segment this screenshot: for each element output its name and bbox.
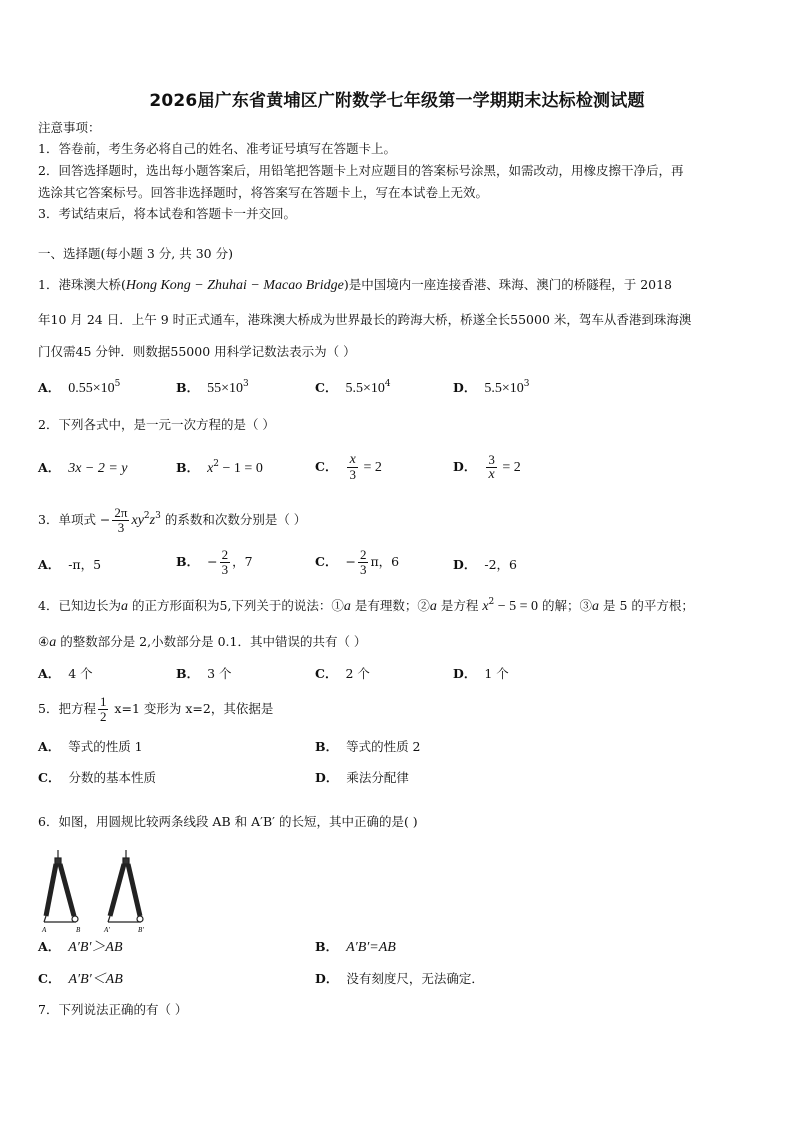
notice-item-3: 3．考试结束后，将本试卷和答题卡一并交回。 bbox=[38, 206, 296, 221]
q2-c-fraction: $\frac{x}{3}$ bbox=[349, 452, 356, 482]
question-1-line-3: 门仅需45 分钟．则数据55000 用科学记数法表示为（ ） bbox=[38, 344, 356, 359]
q2-option-b: B． $x^2 - 1 = 0$ bbox=[176, 459, 263, 476]
fig-label-b-prime: B′ bbox=[138, 926, 144, 934]
q2-option-a: A． 3x − 2 = y bbox=[38, 460, 128, 476]
question-4-line-2: ④a 的整数部分是 2,小数部分是 0.1．其中错误的共有（ ） bbox=[38, 634, 367, 650]
compass-left-icon bbox=[44, 850, 78, 922]
q5-option-b: B． 等式的性质 2 bbox=[315, 739, 421, 754]
q5-fraction: $\frac{1}{2}$ bbox=[99, 694, 107, 724]
q2-option-c: C． $\frac{x}{3}$ = 2 bbox=[315, 452, 382, 482]
notice-heading: 注意事项： bbox=[38, 120, 101, 135]
q1-option-d: D． $5.5\times 10^3$ bbox=[453, 379, 530, 396]
q1-option-b: B． $55\times 10^3$ bbox=[176, 379, 249, 396]
q1-option-c: C． $5.5\times 10^4$ bbox=[315, 379, 391, 396]
q2-d-fraction: $\frac{3}{x}$ bbox=[488, 452, 495, 482]
q4-option-b: B． 3 个 bbox=[176, 666, 232, 681]
q1-text-a: 1．港珠澳大桥( bbox=[38, 277, 126, 292]
fig-label-a: A bbox=[42, 926, 47, 934]
fig-label-a-prime: A′ bbox=[104, 926, 110, 934]
q6-option-c: C． A′B′＜AB bbox=[38, 971, 123, 987]
q4-option-d: D． 1 个 bbox=[453, 666, 509, 681]
q5-option-c: C． 分数的基本性质 bbox=[38, 770, 156, 785]
q3-option-b: B． − $\frac{2}{3}$ ，7 bbox=[176, 547, 253, 577]
q5-option-a: A． 等式的性质 1 bbox=[38, 739, 143, 754]
q5-option-d: D． 乘法分配律 bbox=[315, 770, 409, 785]
q3-coefficient-fraction: $\frac{2\pi}{3}$ bbox=[114, 505, 128, 535]
compass-right-icon bbox=[108, 850, 143, 922]
q3-option-d: D． -2，6 bbox=[453, 557, 517, 572]
question-3-stem: 3．单项式 − $\frac{2\pi}{3}$ $xy^2z^3$ 的系数和次数分别是（ ） bbox=[38, 505, 307, 535]
question-6-stem: 6．如图，用圆规比较两条线段 AB 和 A′B′ 的长短，其中正确的是( ) bbox=[38, 814, 418, 829]
q4-option-a: A． 4 个 bbox=[38, 666, 93, 681]
q1-text-b: )是中国境内一座连接香港、珠海、澳门的桥隧程，于 2018 bbox=[343, 277, 673, 292]
q6-option-d: D． 没有刻度尺，无法确定． bbox=[315, 971, 484, 986]
q6-option-a: A． A′B′＞AB bbox=[38, 939, 123, 955]
compass-figure bbox=[38, 848, 158, 934]
notice-item-2-cont: 选涂其它答案标号。回答非选择题时，将答案写在答题卡上，写在本试卷上无效。 bbox=[38, 185, 489, 200]
q6-option-b: B． A′B′=AB bbox=[315, 939, 396, 955]
question-1-line-1 bbox=[38, 277, 672, 294]
notice-item-2: 2．回答选择题时，选出每小题答案后，用铅笔把答题卡上对应题目的答案标号涂黑，如需改动，用橡皮擦干净后，再 bbox=[38, 163, 684, 178]
q3-option-c: C． − $\frac{2}{3}$ π，6 bbox=[315, 547, 400, 577]
q3-option-a: A． -π，5 bbox=[38, 557, 102, 572]
q4-option-c: C． 2 个 bbox=[315, 666, 370, 681]
q1-option-a: A． $0.55\times 10^5$ bbox=[38, 379, 121, 396]
question-1-line-2: 年10 月 24 日．上午 9 时正式通车，港珠澳大桥成为世界最长的跨海大桥，桥遂全长55000 米，驾车从香港到珠海澳 bbox=[38, 312, 692, 327]
q1-bridge-name: Hong Kong − Zhuhai − Macao Bridge bbox=[125, 278, 344, 293]
question-4-line-1: 4．已知边长为a 的正方形面积为5,下列关于的说法：①a 是有理数；②a 是方程 $x^2 - 5 = 0$ 的解；③a 是 5 的平方根； bbox=[38, 597, 694, 614]
section-heading: 一、选择题(每小题 3 分, 共 30 分) bbox=[38, 246, 233, 261]
question-2-stem: 2．下列各式中，是一元一次方程的是（ ） bbox=[38, 417, 275, 432]
notice-item-1: 1．答卷前，考生务必将自己的姓名、准考证号填写在答题卡上。 bbox=[38, 141, 396, 156]
fig-label-b: B bbox=[76, 926, 81, 934]
question-7-stem: 7．下列说法正确的有（ ） bbox=[38, 1002, 188, 1017]
question-5-stem: 5．把方程 $\frac{1}{2}$ x=1 变形为 x=2，其依据是 bbox=[38, 694, 274, 724]
page-title: 2026届广东省黄埔区广附数学七年级第一学期期末达标检测试题 bbox=[149, 91, 645, 111]
q2-option-d: D． $\frac{3}{x}$ = 2 bbox=[453, 452, 521, 482]
